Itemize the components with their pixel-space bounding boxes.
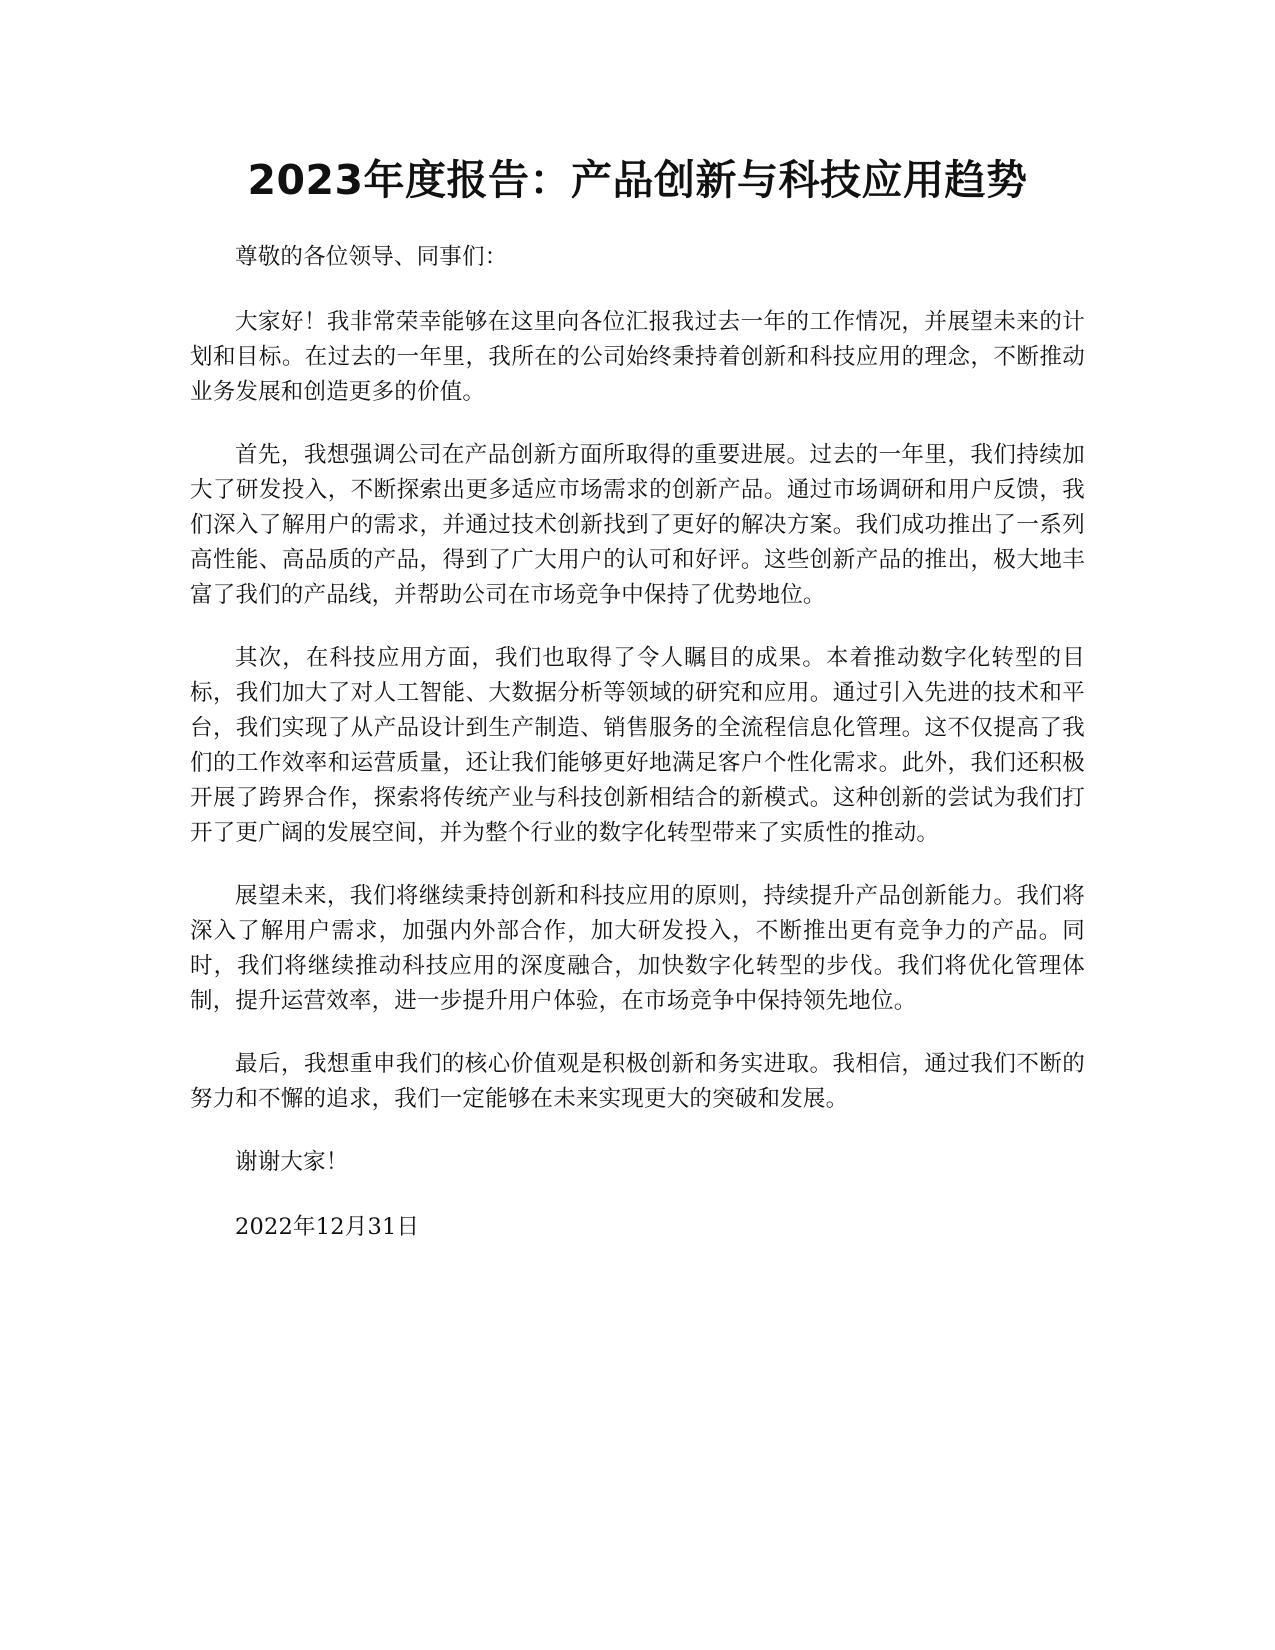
paragraph-product-innovation: 首先，我想强调公司在产品创新方面所取得的重要进展。过去的一年里，我们持续加大了研发投入，不断探索出更多适应市场需求的创新产品。通过市场调研和用户反馈，我们深入了解用户的需求，并通过技术创新找到了更好的解决方案。我们成功推出了一系列高性能、高品质的产品，得到了广大用户的认可和好评。这些创新产品的推出，极大地丰富了我们的产品线，并帮助公司在市场竞争中保持了优势地位。 (190, 442, 1085, 608)
closing-thanks: 谢谢大家！ (235, 1149, 349, 1175)
paragraph-technology-application: 其次，在科技应用方面，我们也取得了令人瞩目的成果。本着推动数字化转型的目标，我们加大了对人工智能、大数据分析等领域的研究和应用。通过引入先进的技术和平台，我们实现了从产品设计到生产制造、销售服务的全流程信息化管理。这不仅提高了我们的工作效率和运营质量，还让我们能够更好地满足客户个性化需求。此外，我们还积极开展了跨界合作，探索将传统产业与科技创新相结合的新模式。这种创新的尝试为我们打开了更广阔的发展空间，并为整个行业的数字化转型带来了实质性的推动。 (190, 645, 1085, 846)
paragraph-core-values: 最后，我想重申我们的核心价值观是积极创新和务实进取。我相信，通过我们不断的努力和不懈的追求，我们一定能够在未来实现更大的突破和发展。 (190, 1051, 1085, 1112)
document-title: 2023年度报告：产品创新与科技应用趋势 (247, 156, 1028, 204)
salutation: 尊敬的各位领导、同事们： (235, 244, 508, 270)
paragraph-outlook: 展望未来，我们将继续秉持创新和科技应用的原则，持续提升产品创新能力。我们将深入了解用户需求，加强内外部合作，加大研发投入，不断推出更有竞争力的产品。同时，我们将继续推动科技应用的深度融合，加快数字化转型的步伐。我们将优化管理体制，提升运营效率，进一步提升用户体验，在市场竞争中保持领先地位。 (190, 883, 1085, 1014)
document-date: 2022年12月31日 (235, 1214, 420, 1240)
paragraph-greeting: 大家好！我非常荣幸能够在这里向各位汇报我过去一年的工作情况，并展望未来的计划和目标。在过去的一年里，我所在的公司始终秉持着创新和科技应用的理念，不断推动业务发展和创造更多的价值。 (190, 309, 1085, 405)
